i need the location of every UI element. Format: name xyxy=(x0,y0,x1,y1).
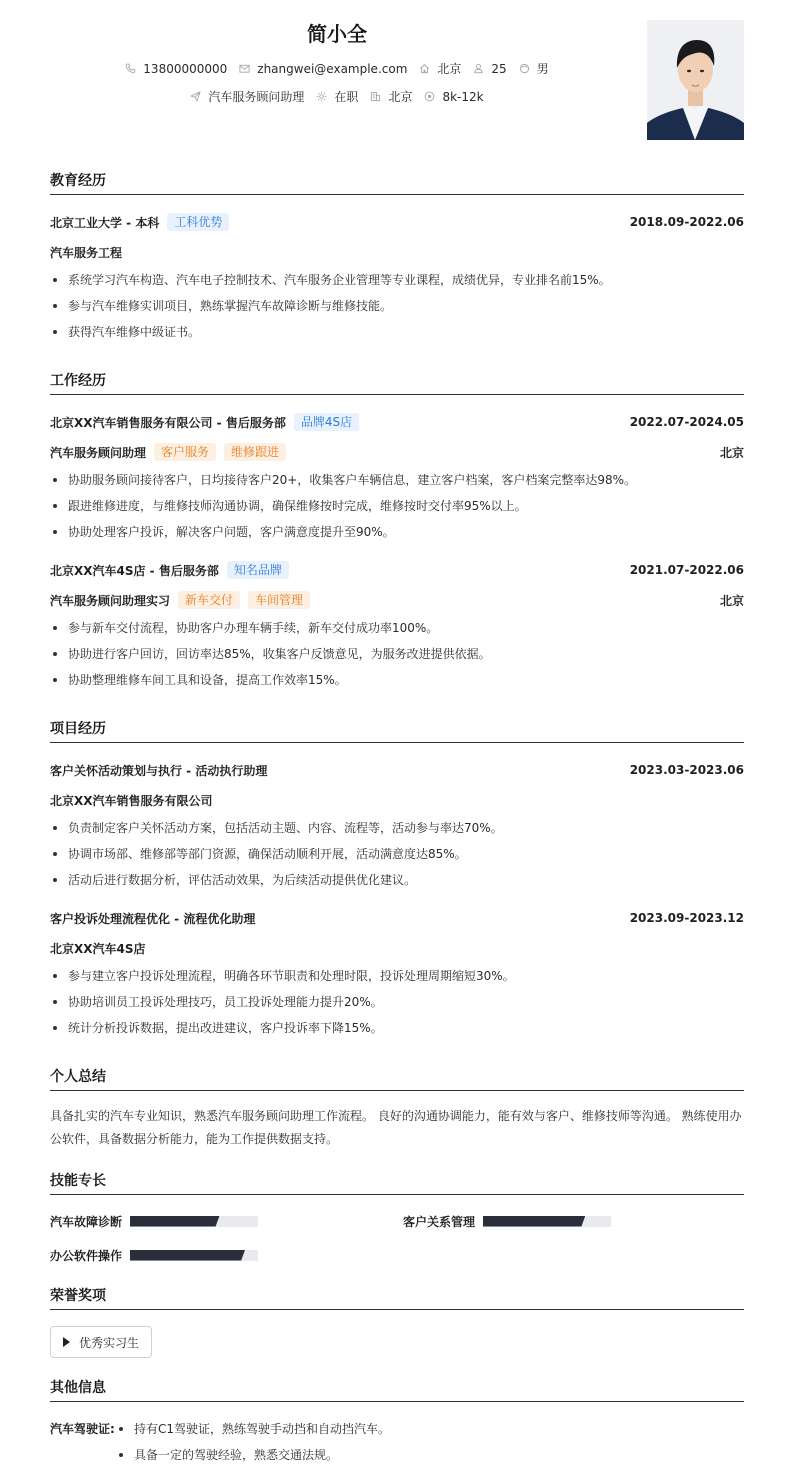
contact-row xyxy=(50,60,624,77)
summary-text: 具备扎实的汽车专业知识，熟悉汽车服务顾问助理工作流程。 良好的沟通协调能力，能有效与客户、维修技师等沟通。 熟练使用办公软件，具备数据分析能力，能为工作提供数据支持。 xyxy=(50,1109,742,1146)
list-item: 获得汽车维修中级证书。 xyxy=(50,319,744,345)
education-period: 2018.09-2022.06 xyxy=(629,215,744,229)
project-org: 北京XX汽车4S店 xyxy=(50,941,146,956)
age-value: 25 xyxy=(491,61,507,76)
list-item: 跟进维修进度，与维修技师沟通协调，确保维修按时完成，维修按时交付率95%以上。 xyxy=(50,493,744,519)
resume-header xyxy=(50,0,744,160)
gender-icon xyxy=(519,63,530,74)
project-period: 2023.03-2023.06 xyxy=(629,763,744,777)
phone-info xyxy=(125,62,227,76)
project-header-row xyxy=(50,755,744,785)
list-item: 协助进行客户回访，回访率达85%，收集客户反馈意见，为服务改进提供依据。 xyxy=(50,641,744,667)
education-bullets xyxy=(50,267,744,345)
skill-bar xyxy=(483,1216,611,1227)
list-item: 协助整理维修车间工具和设备，提高工作效率15%。 xyxy=(50,667,744,693)
skill-bar xyxy=(130,1250,258,1261)
work-bullets xyxy=(50,615,744,693)
summary-section xyxy=(50,1066,744,1151)
skill-name: 客户关系管理 xyxy=(403,1214,476,1229)
work-header-row xyxy=(50,407,744,437)
gender-info xyxy=(519,60,549,77)
position-value: 汽车服务顾问助理 xyxy=(208,90,305,104)
role-tag: 车间管理 xyxy=(248,591,310,609)
work-header-row xyxy=(50,555,744,585)
phone-value: 13800000000 xyxy=(143,61,228,76)
project-bullets xyxy=(50,815,744,893)
projects-section xyxy=(50,718,744,1041)
building-icon xyxy=(370,91,381,102)
candidate-name: 简小全 xyxy=(307,22,367,46)
work-city: 北京 xyxy=(719,445,744,460)
list-item: 具备一定的驾驶经验，熟悉交通法规。 xyxy=(116,1442,390,1468)
role-row xyxy=(50,585,744,615)
award-item[interactable] xyxy=(50,1326,152,1358)
work-period: 2022.07-2024.05 xyxy=(629,415,744,429)
section-title: 教育经历 xyxy=(50,170,744,195)
school-tag: 工科优势 xyxy=(167,213,229,231)
salary-value: 8k-12k xyxy=(442,89,484,104)
age-info xyxy=(473,62,506,76)
award-label: 优秀实习生 xyxy=(79,1335,140,1350)
section-title: 荣誉奖项 xyxy=(50,1285,744,1310)
list-item: 协助培训员工投诉处理技巧，员工投诉处理能力提升20%。 xyxy=(50,989,744,1015)
section-title: 技能专长 xyxy=(50,1170,744,1195)
list-item: 协调市场部、维修部等部门资源，确保活动顺利开展，活动满意度达85%。 xyxy=(50,841,744,867)
project-title: 客户关怀活动策划与执行 - 活动执行助理 xyxy=(50,763,268,778)
send-icon xyxy=(190,91,201,102)
company-name: 北京XX汽车销售服务有限公司 - 售后服务部 xyxy=(50,415,286,430)
work-period: 2021.07-2022.06 xyxy=(629,563,744,577)
other-section xyxy=(50,1377,744,1468)
location-info xyxy=(419,60,461,77)
other-bullets xyxy=(116,1416,390,1468)
list-item: 统计分析投诉数据，提出改进建议，客户投诉率下降15%。 xyxy=(50,1015,744,1041)
skill-item xyxy=(50,1204,403,1238)
work-bullets xyxy=(50,467,744,545)
section-title: 个人总结 xyxy=(50,1066,744,1091)
profile-photo xyxy=(647,20,744,140)
resume-page xyxy=(50,0,744,1468)
awards-section xyxy=(50,1285,744,1358)
job-intent-row xyxy=(50,88,624,105)
person-icon xyxy=(473,63,484,74)
status-value: 在职 xyxy=(334,90,359,104)
location-value: 北京 xyxy=(437,62,462,76)
gender-value: 男 xyxy=(536,62,549,76)
list-item: 协助服务顾问接待客户，日均接待客户20+，收集客户车辆信息，建立客户档案，客户档案完整率达98%。 xyxy=(50,467,744,493)
list-item: 活动后进行数据分析，评估活动效果，为后续活动提供优化建议。 xyxy=(50,867,744,893)
list-item: 持有C1驾驶证，熟练驾驶手动挡和自动挡汽车。 xyxy=(116,1416,390,1442)
gear-icon xyxy=(316,91,327,102)
skill-name: 办公软件操作 xyxy=(50,1248,123,1263)
status-info xyxy=(316,88,358,105)
company-tag: 品牌4S店 xyxy=(294,413,359,431)
major-row xyxy=(50,237,744,267)
skill-item xyxy=(403,1204,744,1238)
city-info xyxy=(370,88,412,105)
salary-info xyxy=(424,90,483,104)
list-item: 协助处理客户投诉，解决客户问题，客户满意度提升至90%。 xyxy=(50,519,744,545)
email-info xyxy=(239,62,407,76)
education-header-row xyxy=(50,207,744,237)
project-org-row xyxy=(50,933,744,963)
skill-item xyxy=(50,1238,403,1272)
skills-grid xyxy=(50,1204,744,1272)
list-item: 参与新车交付流程，协助客户办理车辆手续，新车交付成功率100%。 xyxy=(50,615,744,641)
work-section xyxy=(50,370,744,693)
list-item: 参与汽车维修实训项目，熟练掌握汽车故障诊断与维修技能。 xyxy=(50,293,744,319)
work-city: 北京 xyxy=(719,593,744,608)
coin-icon xyxy=(424,91,435,102)
skill-name: 汽车故障诊断 xyxy=(50,1214,123,1229)
other-label: 汽车驾驶证: xyxy=(50,1422,115,1436)
skill-fill xyxy=(483,1216,585,1227)
role-name: 汽车服务顾问助理 xyxy=(50,445,147,460)
skill-fill xyxy=(130,1250,245,1261)
role-name: 汽车服务顾问助理实习 xyxy=(50,593,171,608)
role-tag: 新车交付 xyxy=(178,591,240,609)
play-triangle-icon xyxy=(63,1337,70,1347)
project-org: 北京XX汽车销售服务有限公司 xyxy=(50,793,213,808)
position-info xyxy=(190,88,304,105)
role-row xyxy=(50,437,744,467)
phone-icon xyxy=(125,63,136,74)
mail-icon xyxy=(239,63,250,74)
home-icon xyxy=(419,63,430,74)
skills-section xyxy=(50,1170,744,1272)
project-bullets xyxy=(50,963,744,1041)
role-tag: 客户服务 xyxy=(154,443,216,461)
project-org-row xyxy=(50,785,744,815)
project-header-row xyxy=(50,903,744,933)
list-item: 负责制定客户关怀活动方案，包括活动主题、内容、流程等，活动参与率达70%。 xyxy=(50,815,744,841)
company-name: 北京XX汽车4S店 - 售后服务部 xyxy=(50,563,219,578)
section-title: 工作经历 xyxy=(50,370,744,395)
list-item: 参与建立客户投诉处理流程，明确各环节职责和处理时限，投诉处理周期缩短30%。 xyxy=(50,963,744,989)
company-tag: 知名品牌 xyxy=(227,561,289,579)
project-title: 客户投诉处理流程优化 - 流程优化助理 xyxy=(50,911,256,926)
other-info-row xyxy=(50,1416,744,1468)
project-period: 2023.09-2023.12 xyxy=(629,911,744,925)
skill-fill xyxy=(130,1216,220,1227)
section-title: 其他信息 xyxy=(50,1377,744,1402)
list-item: 系统学习汽车构造、汽车电子控制技术、汽车服务企业管理等专业课程，成绩优异，专业排名前15%。 xyxy=(50,267,744,293)
email-value: zhangwei@example.com xyxy=(257,61,408,76)
city-value: 北京 xyxy=(388,90,413,104)
major-name: 汽车服务工程 xyxy=(50,245,123,260)
role-tag: 维修跟进 xyxy=(224,443,286,461)
education-section xyxy=(50,170,744,345)
school-name: 北京工业大学 - 本科 xyxy=(50,215,160,230)
skill-bar xyxy=(130,1216,258,1227)
section-title: 项目经历 xyxy=(50,718,744,743)
